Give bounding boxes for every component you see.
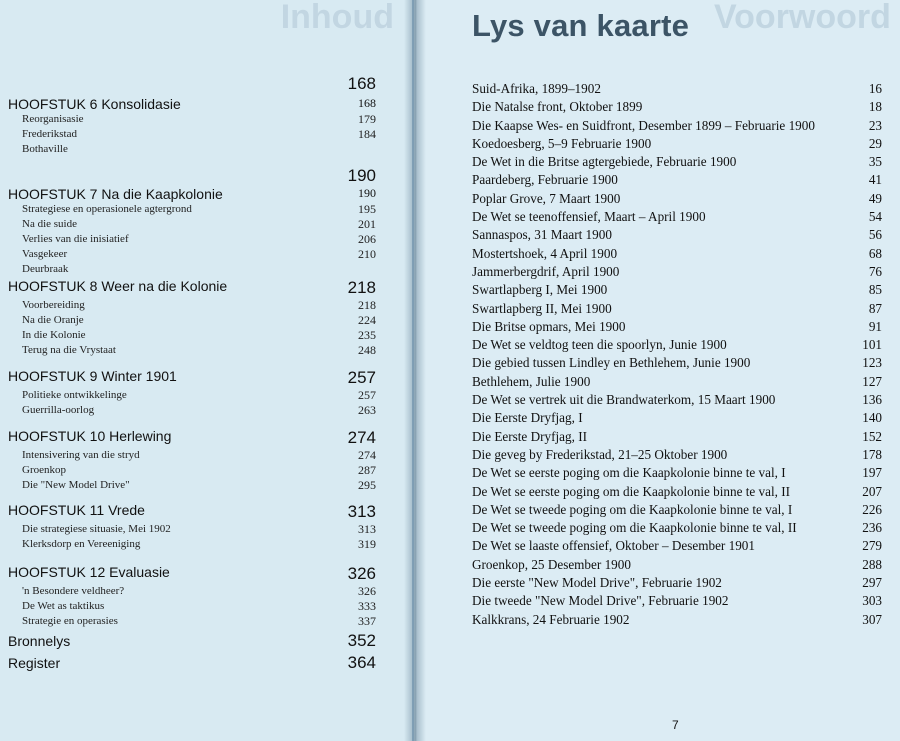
chapter-9-heading (8, 368, 376, 388)
list-item: De Wet in die Britse agtergebiede, Februarie 1900 35 (472, 154, 882, 170)
list-item: Die gebied tussen Lindley en Bethlehem, Junie 1900 123 (472, 355, 882, 371)
subsection: Terug na die Vrystaat 248 (22, 343, 376, 357)
page-number: 7 (672, 718, 679, 732)
chapter-12-heading (8, 564, 376, 584)
chapter-title: HOOFSTUK 8 Weer na die Kolonie (8, 278, 228, 294)
subsection: Verlies van die inisiatief 206 (22, 232, 376, 246)
subsection: Intensivering van die stryd 274 (22, 448, 376, 462)
chapter-10-heading (8, 428, 376, 448)
chapter-7-heading (8, 186, 376, 202)
list-item: Die Eerste Dryfjag, I 140 (472, 410, 882, 426)
subsection: Die strategiese situasie, Mei 1902 313 (22, 522, 376, 536)
list-item: Swartlapberg II, Mei 1900 87 (472, 300, 882, 316)
subsection: Na die suide 201 (22, 217, 376, 231)
list-item: Groenkop, 25 Desember 1900 288 (472, 556, 882, 572)
chapter-7-top-page: 190 (347, 166, 376, 185)
subsection: Die "New Model Drive" 295 (22, 478, 376, 492)
subsection: Strategie en operasies 337 (22, 614, 376, 628)
chapter-11 (8, 502, 380, 564)
list-item: Sannaspos, 31 Maart 1900 56 (472, 227, 882, 243)
chapter-6-top-page: 168 (347, 74, 376, 93)
list-item: Die Britse opmars, Mei 1900 91 (472, 318, 882, 334)
chapter-page: 326 (347, 564, 376, 583)
list-item: De Wet se veldtog teen die spoorlyn, Junie 1900 101 (472, 337, 882, 353)
list-item: De Wet se laaste offensief, Oktober – Desember 1901 279 (472, 538, 882, 554)
chapter-page: 257 (347, 368, 376, 387)
chapter-page: 313 (347, 502, 376, 521)
chapter-10 (8, 428, 380, 502)
list-item: Die tweede "New Model Drive", Februarie 1902 303 (472, 593, 882, 609)
page-title: Lys van kaarte (472, 8, 690, 43)
chapter-9 (8, 368, 380, 428)
chapter-8 (8, 278, 380, 368)
list-item: Die Natalse front, Oktober 1899 18 (472, 99, 882, 115)
subsection: Klerksdorp en Vereeniging 319 (22, 537, 376, 551)
subsection: Bothaville (22, 143, 68, 155)
bronnelys-entry (8, 630, 376, 652)
map-list (472, 80, 882, 629)
list-item: Paardeberg, Februarie 1900 41 (472, 172, 882, 188)
list-item: Mostertshoek, 4 April 1900 68 (472, 245, 882, 261)
list-item: De Wet se teenoffensief, Maart – April 1900 54 (472, 209, 882, 225)
subsection: Reorganisasie 179 (22, 112, 376, 126)
chapter-title: HOOFSTUK 6 Konsolidasie (8, 96, 181, 112)
list-item: De Wet se tweede poging om die Kaapkolonie binne te val, I 226 (472, 501, 882, 517)
chapter-6-heading (8, 96, 376, 112)
chapter-7 (8, 166, 380, 278)
register-page: 364 (347, 653, 376, 672)
chapter-8-heading (8, 278, 376, 298)
chapter-title: HOOFSTUK 11 Vrede (8, 502, 145, 518)
register-label: Register (8, 655, 61, 671)
list-item: Koedoesberg, 5–9 Februarie 1900 29 (472, 135, 882, 151)
list-item: De Wet se tweede poging om die Kaapkolonie binne te val, II 236 (472, 520, 882, 536)
subsection: Frederikstad 184 (22, 127, 376, 141)
list-item: Die Kaapse Wes- en Suidfront, Desember 1899 – Februarie 1900 23 (472, 117, 882, 133)
right-page (414, 0, 900, 741)
subsection: Na die Oranje 224 (22, 313, 376, 327)
subsection: De Wet as taktikus 333 (22, 599, 376, 613)
subsection: Groenkop 287 (22, 463, 376, 477)
chapter-page: 274 (347, 428, 376, 447)
subsection: 'n Besondere veldheer? 326 (22, 584, 376, 598)
list-item: Suid-Afrika, 1899–1902 16 (472, 81, 882, 96)
subsection: Guerrilla-oorlog 263 (22, 403, 376, 417)
table-of-contents (8, 74, 380, 674)
list-item: De Wet se eerste poging om die Kaapkolonie binne te val, I 197 (472, 465, 882, 481)
chapter-title: HOOFSTUK 10 Herlewing (8, 428, 172, 444)
register-entry (8, 652, 376, 674)
list-item: Kalkkrans, 24 Februarie 1902 307 (472, 611, 882, 627)
chapter-title: HOOFSTUK 7 Na die Kaapkolonie (8, 186, 223, 202)
list-item: Die eerste "New Model Drive", Februarie 1902 297 (472, 575, 882, 591)
subsection: Vasgekeer 210 (22, 247, 376, 261)
subsection: Strategiese en operasionele agtergrond 195 (22, 202, 376, 216)
chapter-page: 168 (358, 96, 376, 110)
list-item: Die geveg by Frederikstad, 21–25 Oktober 1900 178 (472, 446, 882, 462)
list-item: De Wet se eerste poging om die Kaapkolonie binne te val, II 207 (472, 483, 882, 499)
list-item: De Wet se vertrek uit die Brandwaterkom, 15 Maart 1900 136 (472, 392, 882, 408)
list-item: Die Eerste Dryfjag, II 152 (472, 428, 882, 444)
chapter-12 (8, 564, 380, 630)
chapter-title: HOOFSTUK 12 Evaluasie (8, 564, 170, 580)
bleed-through-heading: Voorwoord (714, 0, 891, 36)
chapter-title: HOOFSTUK 9 Winter 1901 (8, 368, 177, 384)
chapter-6 (8, 74, 380, 166)
bronnelys-label: Bronnelys (8, 633, 71, 649)
chapter-11-heading (8, 502, 376, 522)
subsection: Politieke ontwikkelinge 257 (22, 388, 376, 402)
bronnelys-page: 352 (347, 631, 376, 650)
subsection: In die Kolonie 235 (22, 328, 376, 342)
left-page (0, 0, 412, 741)
bleed-through-heading: Inhoud (280, 0, 394, 36)
chapter-page: 190 (358, 186, 376, 200)
list-item: Jammerbergdrif, April 1900 76 (472, 263, 882, 279)
list-item: Swartlapberg I, Mei 1900 85 (472, 282, 882, 298)
subsection: Deurbraak (22, 263, 69, 275)
list-item: Poplar Grove, 7 Maart 1900 49 (472, 190, 882, 206)
book-gutter (404, 0, 426, 741)
list-item: Bethlehem, Julie 1900 127 (472, 373, 882, 389)
subsection: Voorbereiding 218 (22, 298, 376, 312)
chapter-page: 218 (347, 278, 376, 297)
